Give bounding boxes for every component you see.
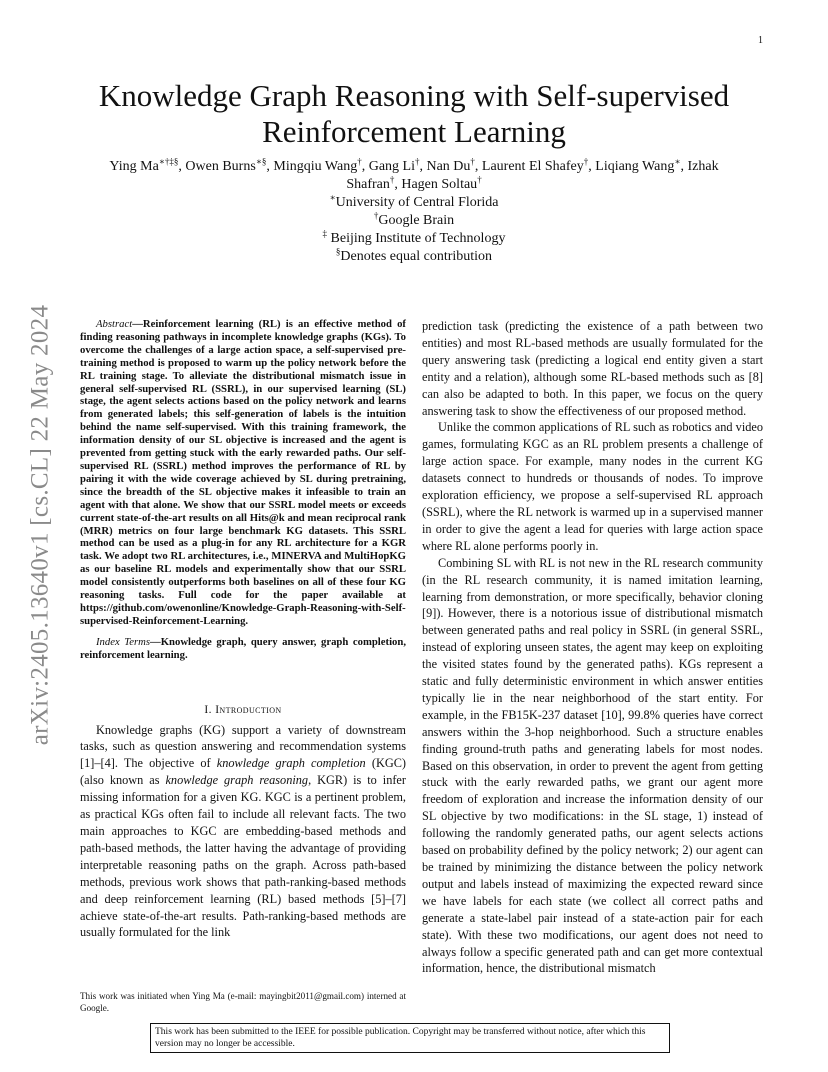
footnote xyxy=(80,990,406,1014)
page-number: 1 xyxy=(758,35,763,46)
author-line-2: Shafran†, Hagen Soltau† xyxy=(346,174,482,192)
section-title: Introduction xyxy=(215,703,282,716)
paper-title xyxy=(60,78,768,150)
intro-text-1: Knowledge graphs (KG) support a variety of downstream tasks, such as question answering and recommendation systems [1]–[4]. The objective of xyxy=(80,722,406,771)
index-terms-text: —Knowledge graph, query answer, graph completion, reinforcement learning. xyxy=(80,635,406,661)
ieee-copyright-notice: This work has been submitted to the IEEE for possible publication. Copyright may be transferred without notice, after which this version may no longer be accessible. xyxy=(150,1023,670,1053)
right-paragraph-3: Combining SL with RL is not new in the RL research community (in the RL research community, it is named imitation learning, learning from demonstration, or more specifically, behavior cloning [9]). However, there is a notorious issue of distributional mismatch between generated paths and real policy in SSRL (in general SSRL, instead of exploring unseen states, the agent may keep on exploiting the visited states found by the generated paths). KGs represent a static and fully deterministic environment in which answer entities typically lie in the near neighborhood of the start entity. For example, in the FB15K-237 dataset [10], 99.8% queries have correct answers within the 3-hop neighborhood. Such a structure enables finding ground-truth paths and generating labels for most nodes. Based on this observation, in order to prevent the agent from getting stuck with the early rewarded paths, we grant our agent more freedom of exploration and increase the information density of our SL objective by two modifications: in the SL stage, 1) instead of following the randomly generated paths, our agent selects actions based on probability defined by the policy network; 2) our agent can be trained by minimizing the distance between the policy network output and labels instead of maximizing the expected reward since we have labels for each state (we collect all correct paths and generate a state-label pair instead of a state-action pair for each state). With these two modifications, our agent does not need to always follow a specific generated path and can get more contextual information, hence, the distributional mismatch xyxy=(422,555,763,976)
abstract xyxy=(80,318,406,628)
right-paragraph-2: Unlike the common applications of RL such as robotics and video games, formulating KGC as an RL problem presents a challenge of large action space. For example, many nodes in the current KG datasets connect to hundreds or thousands of nodes. To improve exploration efficiency, we propose a self-supervised RL approach (SSRL), where the RL network is warmed up in a supervised manner in order to give the agent a lead for queries with large action space where RL alone performs poorly in. xyxy=(422,420,763,553)
right-paragraph-1: prediction task (predicting the existence of a path between two entities) and most RL-based methods are usually formulated for the query answering task (predicting a logical end entity given a start entity and a relation), although some RL-based methods such as [8] can also be adapted to both. In this paper, we focus on the query answering task to show the effectiveness of our proposed method. xyxy=(422,319,763,418)
affiliation-bit: ‡ Beijing Institute of Technology xyxy=(322,228,506,246)
left-column xyxy=(80,318,406,941)
index-terms-label: Index Terms xyxy=(96,635,151,648)
title-line-1: Knowledge Graph Reasoning with Self-supervised xyxy=(98,78,730,113)
index-terms xyxy=(80,636,406,662)
right-column xyxy=(422,318,763,977)
author-block xyxy=(72,158,756,266)
intro-emphasis-kgr: knowledge graph reasoning xyxy=(165,773,309,788)
arxiv-stamp xyxy=(20,290,60,760)
section-heading-introduction xyxy=(80,704,406,716)
abstract-label: Abstract xyxy=(96,318,133,330)
arxiv-identifier: arXiv:2405.13640v1 [cs.CL] 22 May 2024 xyxy=(26,304,54,746)
footnote-text: This work was initiated when Ying Ma (e-mail: mayingbit2011@gmail.com) interned at Google. xyxy=(80,991,406,1013)
affiliation-ucf: ∗University of Central Florida xyxy=(329,192,499,210)
section-numeral: I. xyxy=(204,703,216,716)
abstract-text: —Reinforcement learning (RL) is an effective method of finding reasoning pathways in incomplete knowledge graphs (KGs). To overcome the challenges of a large action space, a self-supervised pre-training method is proposed to warm up the policy network before the RL training stage. To alleviate the distributional mismatch issue in general self-supervised RL (SSRL), in our supervised learning (SL) stage, the agent selects actions based on the policy network and learns from generated labels; this self-generation of labels is the intuition behind the name self-supervised. With this training framework, the information density of our SL objective is increased and the agent is prevented from getting stuck with the early rewarded paths. Our self-supervised RL (SSRL) method improves the performance of RL by pairing it with the wide coverage achieved by SL during pretraining, since the breadth of the SL objective makes it infeasible to train an agent with that alone. We show that our SSRL model meets or exceeds current state-of-the-art results on all Hits@k and mean reciprocal rank (MRR) metrics on four large benchmark KG datasets. This SSRL method can be used as a plug-in for any RL architecture for a KGR task. We adopt two RL architectures, i.e., MINERVA and MultiHopKG as our baseline RL models and experimentally show that our SSRL model consistently outperforms both baselines on all of these four KG reasoning tasks. Full code for the paper available at https://github.com/owenonline/Knowledge-Graph-Reasoning-with-Self-supervised-Reinforcement-Learning. xyxy=(80,318,406,627)
affiliation-google-brain: †Google Brain xyxy=(373,210,455,228)
intro-text-2: (KGC) (also known as xyxy=(80,756,406,788)
equal-contribution-note: §Denotes equal contribution xyxy=(335,246,493,264)
intro-emphasis-kgc: knowledge graph completion xyxy=(216,756,366,771)
author-line-1: Ying Ma∗†‡§, Owen Burns∗§, Mingqiu Wang†, Gang Li†, Nan Du†, Laurent El Shafey†, Liqiang Wang∗, Izhak xyxy=(109,156,719,174)
title-line-2: Reinforcement Learning xyxy=(262,114,566,149)
intro-text-3: , KGR) is to infer missing information for a given KG. KGC is a pertinent problem, as practical KGs often fail to include all relevant facts. The two main approaches to KGC are embedding-based methods and path-based methods, the latter having the advantage of providing interpretable reasoning paths on the graph. Across path-based methods, previous work shows that path-ranking-based methods and deep reinforcement learning (RL) based methods [5]–[7] achieve state-of-the-art results. Path-ranking-based methods are usually formulated for the link xyxy=(80,773,406,940)
intro-paragraph xyxy=(80,722,406,942)
